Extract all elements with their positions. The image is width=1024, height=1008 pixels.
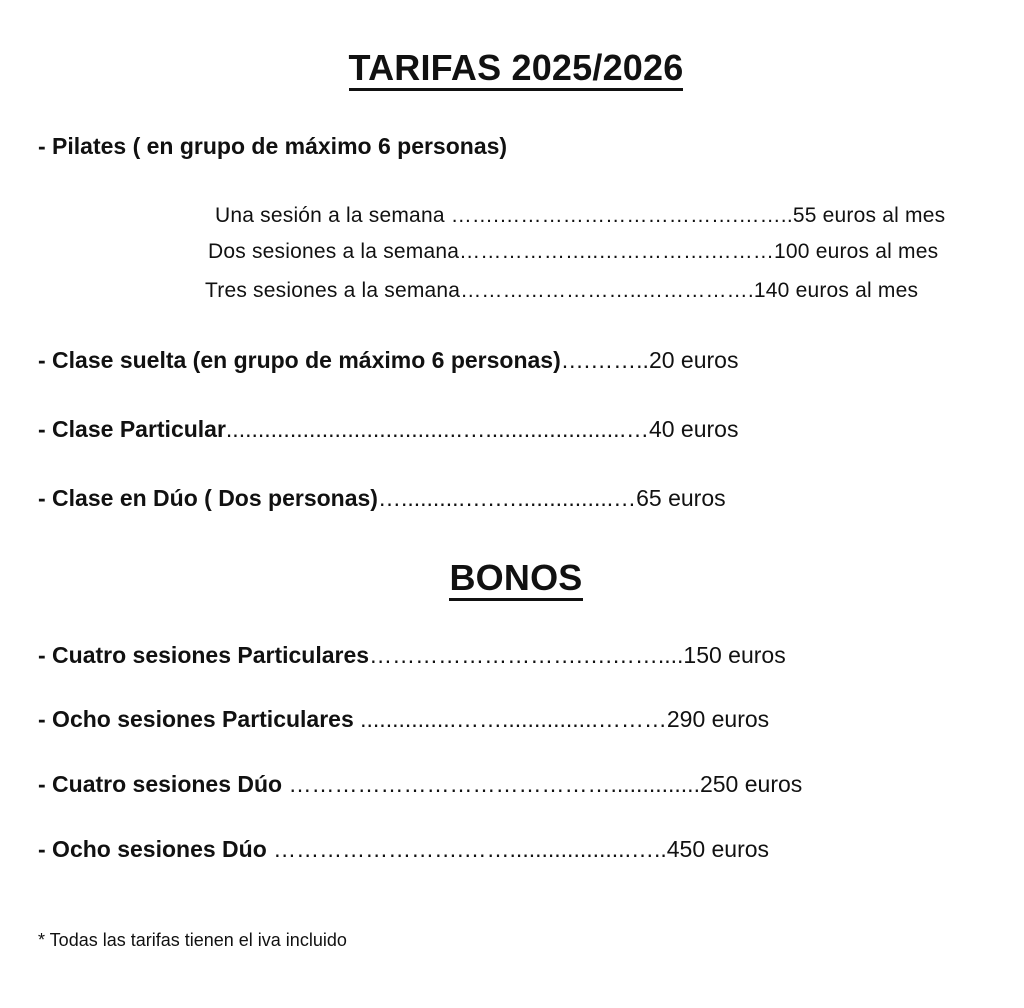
bono-label: - Ocho sesiones Dúo (38, 836, 267, 862)
rate-price: 65 euros (636, 485, 726, 511)
rate-label: - Clase suelta (en grupo de máximo 6 personas) (38, 347, 561, 373)
footnote: * Todas las tarifas tienen el iva incluido (38, 930, 347, 950)
bono-four-duo (38, 769, 802, 799)
pilates-heading (38, 131, 507, 161)
rate-price: 20 euros (648, 347, 739, 373)
bono-price: 150 euros (683, 642, 786, 668)
option-price: 55 euros al mes (792, 204, 946, 227)
bonos-title (4, 556, 1024, 601)
bono-four-private (38, 640, 786, 670)
page-title (4, 46, 1024, 91)
option-label: Una sesión a la semana (215, 204, 451, 227)
rate-dots: ….…….. (560, 347, 649, 373)
bono-label: - Cuatro sesiones Dúo (38, 771, 283, 797)
bono-label: - Ocho sesiones Particulares (38, 706, 354, 732)
rate-private-class (38, 414, 738, 444)
option-dots: ……………………..…………… (460, 279, 748, 302)
bono-price: 290 euros (666, 706, 770, 732)
rate-dots: .....................................…......................… (225, 416, 649, 442)
bono-eight-duo (38, 834, 769, 864)
bono-dots: …………………………………….............. (282, 771, 700, 797)
pilates-option-two-sessions (208, 238, 938, 266)
bono-dots: ...............……...............……… (353, 706, 667, 732)
option-dots: …….…………………………….…….. (450, 204, 793, 227)
option-price: .140 euros al mes (747, 279, 919, 302)
rate-dots: …..........….…...............… (377, 485, 637, 511)
rate-price: 40 euros (648, 416, 739, 442)
option-dots: ………………..…………….……… (459, 240, 775, 263)
rate-single-class (38, 345, 738, 375)
rate-duo-class (38, 483, 726, 513)
bono-dots: ……………………….….…….... (369, 642, 684, 668)
bono-price: 250 euros (699, 771, 803, 797)
pilates-option-one-session (215, 202, 945, 230)
bono-price: 450 euros (666, 836, 770, 862)
option-label: Tres sesiones a la semana (205, 279, 461, 302)
option-price: 100 euros al mes (774, 240, 939, 263)
rate-label: - Clase en Dúo ( Dos personas) (38, 485, 378, 511)
rate-label: - Clase Particular (38, 416, 226, 442)
bonos-title-text: BONOS (449, 559, 582, 601)
pilates-heading-label: - Pilates ( en grupo de máximo 6 personas) (38, 133, 508, 159)
bono-dots: …………………….……...................….. (266, 836, 667, 862)
option-label: Dos sesiones a la semana (208, 240, 460, 263)
bono-label: - Cuatro sesiones Particulares (38, 642, 370, 668)
bono-eight-private (38, 704, 769, 734)
pilates-option-three-sessions (205, 277, 918, 305)
page-title-text: TARIFAS 2025/2026 (349, 49, 684, 91)
